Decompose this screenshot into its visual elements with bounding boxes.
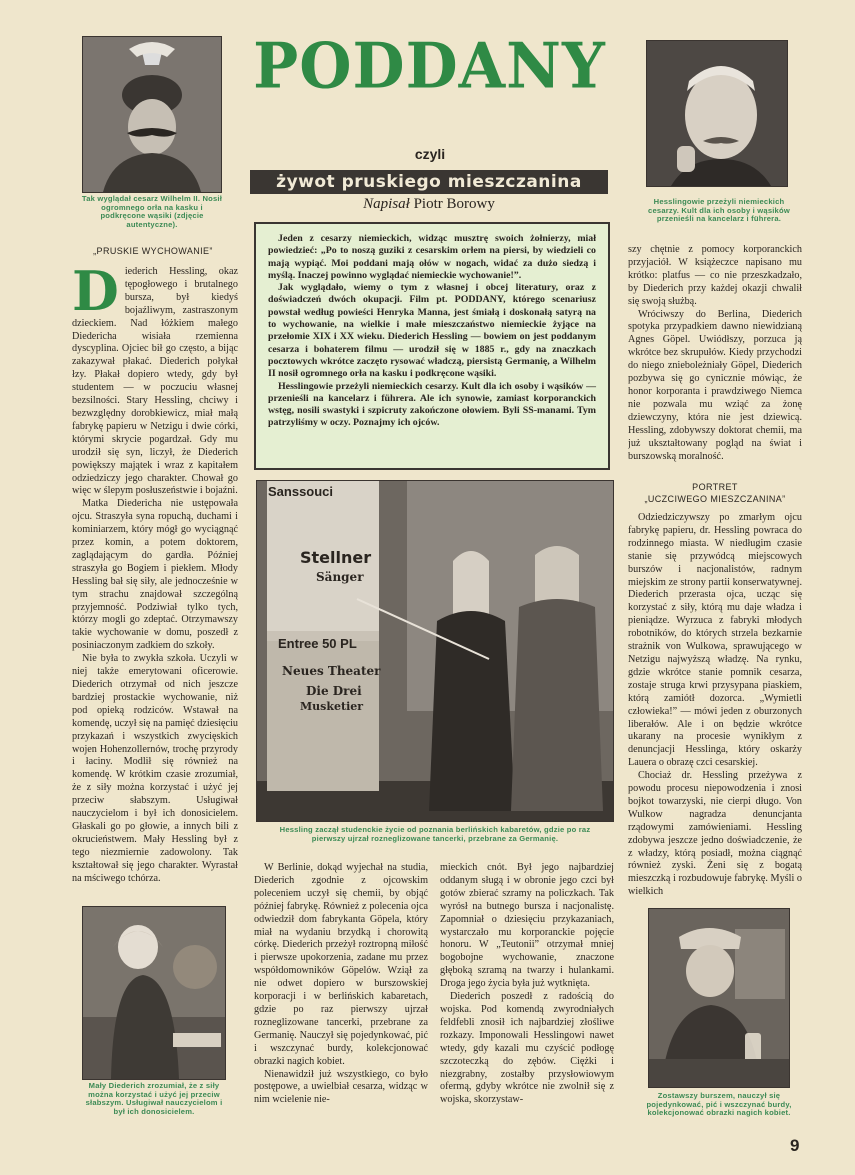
czyli-label: czyli — [414, 146, 446, 162]
byline-prefix: Napisał — [363, 196, 410, 212]
caption-cabaret: Hessling zaczął studenckie życie od poznania berlińskich kabaretów, gdzie po raz pierwszy ujrzał rozneglizowane tancerki, przebrane za Germanię. — [279, 825, 591, 843]
intro-box — [254, 222, 610, 470]
caption-kaiser: Tak wyglądał cesarz Wilhelm II. Nosił ogromnego orła na kasku i podkręcone wąsiki (zdjęcie autentyczne). — [81, 194, 223, 229]
dropcap: D — [72, 266, 119, 323]
mid-left-paragraph-2: Nienawidził już wszystkiego, co było postępowe, a uwielbiał cesarza, widząc w nim wcielenie nie- — [254, 1068, 428, 1106]
poster-line-2: Stellner — [300, 548, 372, 567]
burschen-image — [649, 909, 789, 1087]
caption-hessling-portrait: Hesslingowie przeżyli niemieckich cesarzy. Kult dla ich osoby i wąsików przenieśli na kancelarz i führera. — [648, 197, 790, 223]
byline-author: Piotr Borowy — [413, 196, 495, 212]
poster-line-6: Die Drei — [306, 684, 362, 698]
byline — [250, 196, 608, 213]
col1-paragraph-1: iederich Hessling, okaz tępogłowego i brutalnego bursza, był kiedyś bojaźliwym, zastraszonym dzieckiem. Nad łóżkiem małego Diedericha wisiała rzemienna dyscyplina. Ojciec bił go często, a bijąc zakazywał płakać. Diederich połykał łzy. Płakał dopiero wtedy, gdy był studentem — w poczuciu własnej bezsilności. Stary Hessling, chciwy i bezwzględny dorobkiewicz, miał małą fabrykę papieru w Netzigu i dwie córki, którymi skrycie pogardzał. Gdy mu urodził się syn, liczył, że Diederich powiększy majątek i wraz z kapitałem odziedziczy jego charakter. Chował go więc w ślepym posłuszeństwie i bojaźni. — [72, 266, 238, 497]
section-heading-portret-line2: „UCZCIWEGO MIESZCZANINA” — [644, 494, 786, 504]
photo-kaiser — [82, 36, 222, 193]
photo-hessling-portrait — [646, 40, 788, 187]
subtitle-band: żywot pruskiego mieszczanina — [250, 170, 608, 194]
col1-paragraph-2: Matka Diedericha nie ustępowała ojcu. Straszyła syna ropuchą, duchami i kominiarzem, który mógł go wyciągnąć przez komin, a potem doktorem, zaglądającym do gardła. Później straszyła go Bogiem i piekłem. Młody Hessling bał się siły, ale jednocześnie w tym strachu znajdował szczególną przyjemność. Podziwiał tylko tych, którzy mogli go zdeptać. Otrzymawszy takie wychowanie w domu, poszedł z posiniaczonym zadkiem do szkoły. — [72, 498, 238, 652]
caption-burschen: Zostawszy burszem, nauczył się pojedynkować, pić i wszczynać burdy, kolekcjonować obrazki nagich kobiet. — [646, 1091, 792, 1117]
column-1 — [72, 266, 238, 902]
page-number: 9 — [790, 1136, 800, 1155]
mid-right-paragraph-1: mieckich cnót. Był jego najbardziej oddanym sługą i w obronie jego czci był gotów zbierać szramy na policzkach. Tak wyrósł na butnego bursza i nacjonalistę. Zapomniał o dziesięciu przykazaniach, wystarczało mu korporanckie pojęcie honoru. W „Teutonii” otrzymał mniej bogobojne wychowanie, znaczone głęboką szramą na twarzy i hulankami. Droga jego życia była już wytknięta. — [440, 862, 614, 990]
article-title: PODDANY — [253, 30, 606, 104]
poster-line-5: Neues Theater — [282, 664, 381, 678]
intro-paragraph-3: Hesslingowie przeżyli niemieckich cesarzy. Kult dla ich osoby i wąsików — przenieśli na kancelarz i führera. Ale ich synowie, zamiast korporanckich wstęg, nosili swastyki i szpicruty zakończone ołowiem. Byli SS-manami. Tym patrzyliśmy w oczy. Poznajmy ich ojców. — [268, 380, 596, 429]
col1-paragraph-3: Nie była to zwykła szkoła. Uczyli w niej także emerytowani oficerowie. Diederich otrzymał od nich jeszcze bardziej prostackie wychowanie, niż pod opieką rodziców. Wstawał na komendę, uczył się na pamięć dziesięciu przykazań i wszystkich zwycięskich wojen Hohenzollernów, trochę przyrody i łaciny. Modlił się również na komendę. W krótkim czasie zrozumiał, że z siły można korzystać i użyć jej przeciw słabszym. Usługiwał nauczycielom i był ich donosicielem. Głaskali go po głowie, a innych bili z okrucieństwem. Mały Hessling był z tego niezmiernie zadowolony. Tak kształtował się jego charakter. Wyrastał na mściwego tchórza. — [72, 653, 238, 884]
column-right-top — [628, 244, 802, 470]
poster-line-3: Sänger — [316, 570, 364, 584]
right-paragraph-1: szy chętnie z pomocy korporanckich przyjaciół. W książeczce napisano mu krótko: platfus — co nie przeszkadzało, by Diederich przy każdej okazji chwalił się swoją służbą. — [628, 244, 802, 307]
cabaret-image — [257, 481, 613, 821]
section-heading-portret-line1: PORTRET — [692, 482, 738, 492]
intro-paragraph-1: Jeden z cesarzy niemieckich, widząc musztrę swoich żołnierzy, miał powiedzieć: „Po to noszą guziki z cesarskim orłem na piersi, by wiedzieli co mają wypiąć. Moi poddani mają ołów w nogach, widać za dużo siedzą i myślą. Inaczej powinno wyglądać niemieckie wychowanie!”. — [268, 233, 596, 281]
section-heading-pruskie: „PRUSKIE WYCHOWANIE” — [93, 246, 213, 256]
child-image — [83, 907, 225, 1079]
poster-line-4: Entree 50 PL — [278, 636, 357, 651]
mid-left-paragraph-1: W Berlinie, dokąd wyjechał na studia, Diederich zgodnie z ojcowskim poleceniem uczył się chemii, by objąć później fabrykę. Również z polecenia ojca odwiedził dom fabrykanta Göpela, który miał na wydaniu brzydką i chorowitą córkę. Diederich przeżył roztropną miłość i pierwsze upokorzenia, zadane mu przez współdomowników Göpelów. Wziął za nie odwet dopiero w burszowskiej korporacji i w berlińskich kabaretach, gdzie po raz pierwszy ujrzał rozneglizowane tancerki, przebrane za Germanię. Nauczył się pojedynkować, pić i wszczynać burdy, kolekcjonować obrazki nagich kobiet. — [254, 862, 428, 1067]
right-paragraph-2: Wróciwszy do Berlina, Diederich spotyka przypadkiem dawno niewidzianą Agnes Göpel. Uwiódłszy, porzuca ją wkrótce bez skrupułów. Kiedy przychodzi do niego znieboleżniały Göpel, Diederich pozbywa się go cynicznie mówiąc, że honor korporanta i prawdziwego Niemca nie pozwala mu wziąć za żonę dziewczyny, która nie jest dziewicą. Hessling, zdobywszy doktorat chemii, ma już ukształtowany pogląd na świat i burszowską moralność. — [628, 308, 802, 462]
photo-burschen — [648, 908, 790, 1088]
hessling-portrait-image — [647, 41, 787, 186]
kaiser-image — [83, 37, 221, 192]
mid-right-paragraph-2: Diederich poszedł z radością do wojska. Pod komendą zwyrodniałych feldfebli znosił ich najbardziej złośliwe rozkazy. Imponowali Hesslingowi nawet wtedy, gdy kazali mu czyścić podłogę szczoteczką do zębów. Ciężki i niezgrabny, zostałby przysłowiowym ofermą, gdyby wkrótce nie zwolnił się z wojska, skorzystaw- — [440, 991, 614, 1106]
photo-cabaret — [256, 480, 614, 822]
intro-paragraph-2: Jak wyglądało, wiemy o tym z własnej i obcej literatury, oraz z doświadczeń dwóch okupacji. Film pt. PODDANY, którego scenariusz powstał według powieści Henryka Manna, jest śmiałą i doskonałą satyrą na to wychowanie, na wielkie i małe mieszczaństwo niemieckie żyjące na przełomie XIX i XX wieku. Diederich Hessling — bowiem on jest poddanym cesarza i bohaterem filmu — urodził się w 1885 r., gdy na znaczkach pocztowych wkrótce zaczęto rysować władczą, piersistą Germanię, a Wilhelm II nosił ogromnego orła na kasku i podkręcone wąsiki. — [268, 282, 596, 380]
column-right-bottom — [628, 512, 802, 902]
right-paragraph-4: Chociaż dr. Hessling przeżywa z powodu procesu niepowodzenia i znosi bojkot towarzyski, nie cierpi długo. Von Wulkow nagradza denuncjanta rządowymi zamówieniami. Hessling zdobywa jeszcze jedno doświadczenie, że z władzy, którą posiadł, można ciągnąć również zyski. Żeni się z bogatą mieszczką i rozbudowuje fabrykę. Myśli o wielkich — [628, 770, 802, 898]
right-paragraph-3: Odziedziczywszy po zmarłym ojcu fabrykę papieru, dr. Hessling powraca do rodzinnego miasta. W niedługim czasie stanie się przywódcą miejscowych burszów i nacjonalistów, radnym miejskim ze strony partii konserwatywnej. Diederich przerasta ojca, ucząc się korzystać z siły, którą mu daje władza i pieniądze. Wyrzuca z fabryki młodych robotników, do których strzela bezkarnie strażnik von Wulkowa, sprawującego w Netzigu najwyższą władzę. Na rynku, gdzie wkrótce stanie pomnik cesarza, zostaje struga krwi przysypana piaskiem, którą zamiótł dozorca. „Wymietli człowieka!” — mówi jeden z oburzonych liberałów. Ale i on będzie wkrótce ukarany na procesie wynikłym z denuncjacji Hesslinga, który oskarży Lauera o obrazę czci cesarskiej. — [628, 512, 802, 769]
poster-line-7: Musketier — [300, 700, 364, 713]
caption-child: Mały Diederich zrozumiał, że z siły można korzystać i użyć jej przeciw słabszym. Usługiwał nauczycielom i był ich donosicielem. — [85, 1081, 223, 1116]
column-mid-right — [440, 862, 614, 1132]
poster-line-1: Sanssouci — [268, 484, 334, 499]
column-mid-left — [254, 862, 428, 1132]
photo-child — [82, 906, 226, 1080]
